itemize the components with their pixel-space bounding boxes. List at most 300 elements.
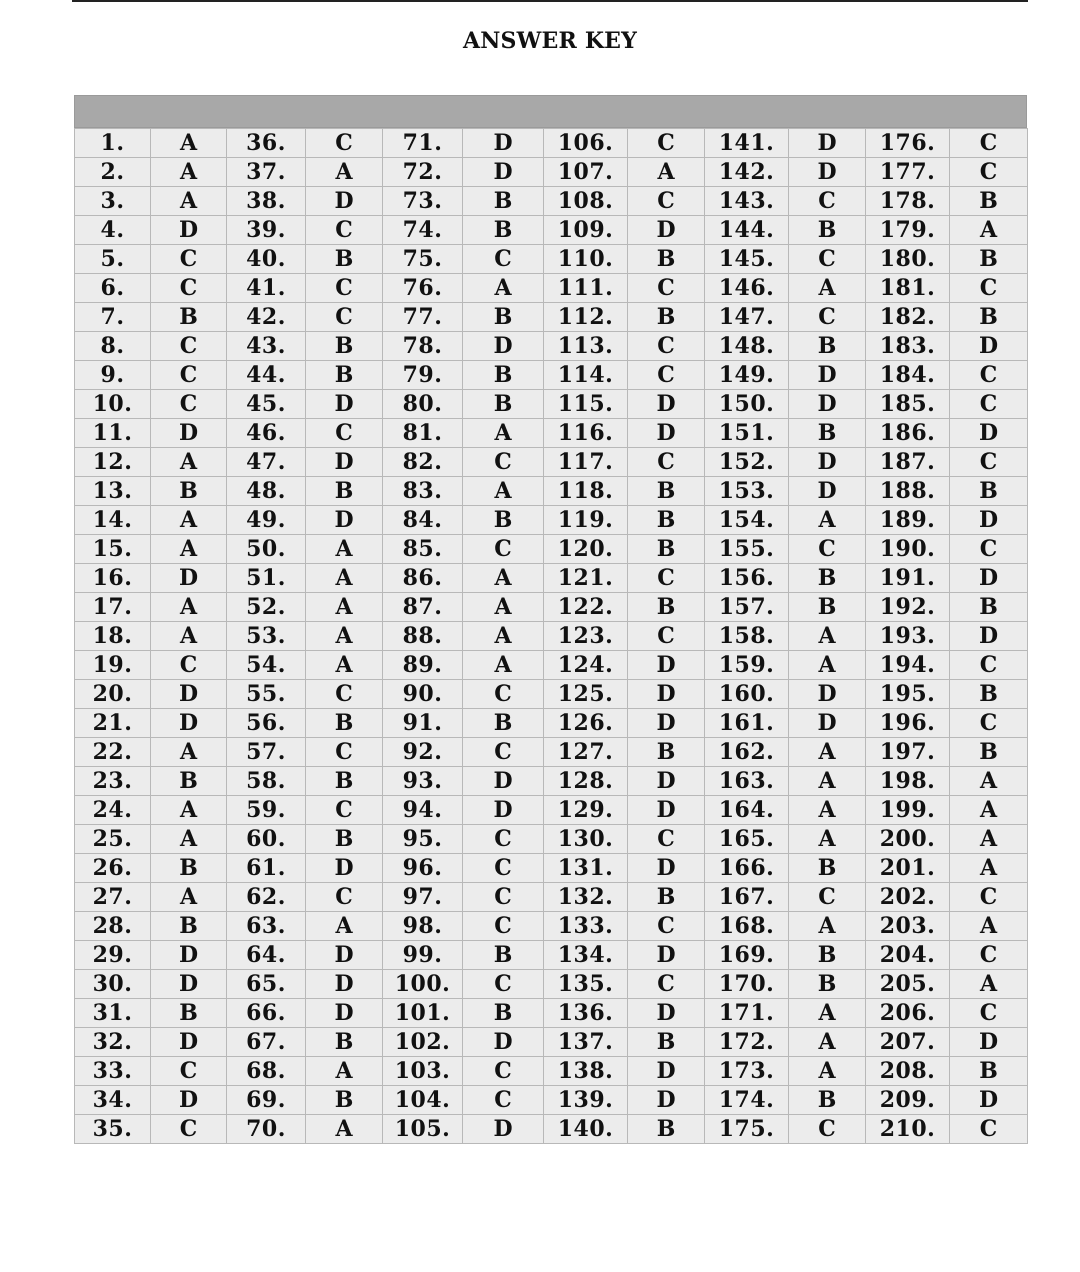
question-number: 202. [866, 883, 950, 912]
answer-letter: A [306, 593, 383, 622]
answer-letter: D [151, 970, 227, 999]
answer-letter: A [463, 651, 544, 680]
answer-letter: D [628, 216, 705, 245]
answer-letter: D [950, 622, 1028, 651]
question-number: 131. [544, 854, 628, 883]
answer-letter: B [628, 738, 705, 767]
answer-key-body [75, 129, 1028, 1144]
question-number: 37. [227, 158, 306, 187]
question-number: 201. [866, 854, 950, 883]
table-row [75, 941, 1028, 970]
question-number: 126. [544, 709, 628, 738]
question-number: 155. [705, 535, 789, 564]
table-row [75, 796, 1028, 825]
answer-letter: D [151, 216, 227, 245]
question-number: 171. [705, 999, 789, 1028]
answer-letter: B [151, 303, 227, 332]
question-number: 204. [866, 941, 950, 970]
top-rule [72, 0, 1028, 2]
table-row [75, 448, 1028, 477]
question-number: 86. [383, 564, 463, 593]
question-number: 38. [227, 187, 306, 216]
question-number: 146. [705, 274, 789, 303]
answer-letter: A [463, 564, 544, 593]
question-number: 170. [705, 970, 789, 999]
answer-letter: A [151, 622, 227, 651]
question-number: 114. [544, 361, 628, 390]
answer-letter: B [950, 680, 1028, 709]
answer-letter: B [628, 303, 705, 332]
answer-letter: D [306, 506, 383, 535]
answer-letter: D [628, 999, 705, 1028]
answer-letter: A [789, 912, 866, 941]
question-number: 45. [227, 390, 306, 419]
question-number: 179. [866, 216, 950, 245]
table-row [75, 303, 1028, 332]
answer-letter: C [789, 245, 866, 274]
answer-letter: A [463, 477, 544, 506]
table-row [75, 390, 1028, 419]
question-number: 80. [383, 390, 463, 419]
question-number: 95. [383, 825, 463, 854]
answer-letter: B [151, 477, 227, 506]
question-number: 156. [705, 564, 789, 593]
answer-letter: C [151, 651, 227, 680]
answer-letter: C [628, 970, 705, 999]
question-number: 52. [227, 593, 306, 622]
question-number: 153. [705, 477, 789, 506]
question-number: 103. [383, 1057, 463, 1086]
question-number: 206. [866, 999, 950, 1028]
answer-letter: D [151, 709, 227, 738]
answer-letter: D [628, 419, 705, 448]
question-number: 57. [227, 738, 306, 767]
question-number: 141. [705, 129, 789, 158]
answer-letter: D [306, 390, 383, 419]
answer-letter: B [628, 1028, 705, 1057]
answer-letter: C [950, 129, 1028, 158]
answer-letter: B [463, 303, 544, 332]
question-number: 192. [866, 593, 950, 622]
answer-letter: D [463, 332, 544, 361]
answer-letter: C [463, 854, 544, 883]
answer-letter: D [789, 680, 866, 709]
table-row [75, 477, 1028, 506]
question-number: 186. [866, 419, 950, 448]
answer-letter: C [463, 970, 544, 999]
answer-letter: D [950, 332, 1028, 361]
question-number: 77. [383, 303, 463, 332]
answer-letter: A [306, 622, 383, 651]
question-number: 87. [383, 593, 463, 622]
question-number: 161. [705, 709, 789, 738]
table-row [75, 912, 1028, 941]
question-number: 26. [75, 854, 151, 883]
question-number: 159. [705, 651, 789, 680]
answer-letter: A [306, 158, 383, 187]
answer-letter: B [789, 1086, 866, 1115]
question-number: 180. [866, 245, 950, 274]
answer-letter: C [306, 274, 383, 303]
answer-letter: D [628, 854, 705, 883]
question-number: 60. [227, 825, 306, 854]
table-row [75, 361, 1028, 390]
question-number: 167. [705, 883, 789, 912]
question-number: 36. [227, 129, 306, 158]
answer-letter: B [950, 187, 1028, 216]
question-number: 118. [544, 477, 628, 506]
question-number: 113. [544, 332, 628, 361]
answer-letter: D [463, 1115, 544, 1144]
answer-letter: B [789, 941, 866, 970]
question-number: 140. [544, 1115, 628, 1144]
question-number: 89. [383, 651, 463, 680]
answer-letter: B [628, 593, 705, 622]
answer-letter: D [950, 419, 1028, 448]
table-row [75, 767, 1028, 796]
question-number: 28. [75, 912, 151, 941]
table-row [75, 854, 1028, 883]
answer-letter: B [151, 912, 227, 941]
question-number: 96. [383, 854, 463, 883]
question-number: 188. [866, 477, 950, 506]
question-number: 106. [544, 129, 628, 158]
question-number: 158. [705, 622, 789, 651]
question-number: 25. [75, 825, 151, 854]
question-number: 150. [705, 390, 789, 419]
question-number: 147. [705, 303, 789, 332]
answer-letter: A [950, 854, 1028, 883]
answer-letter: A [950, 767, 1028, 796]
question-number: 196. [866, 709, 950, 738]
answer-letter: B [789, 564, 866, 593]
question-number: 48. [227, 477, 306, 506]
question-number: 50. [227, 535, 306, 564]
answer-letter: C [151, 332, 227, 361]
answer-letter: A [789, 738, 866, 767]
question-number: 97. [383, 883, 463, 912]
table-row [75, 419, 1028, 448]
question-number: 61. [227, 854, 306, 883]
answer-letter: A [151, 129, 227, 158]
answer-letter: A [789, 796, 866, 825]
answer-letter: A [789, 651, 866, 680]
answer-letter: C [463, 1086, 544, 1115]
question-number: 110. [544, 245, 628, 274]
question-number: 121. [544, 564, 628, 593]
answer-letter: C [306, 216, 383, 245]
question-number: 182. [866, 303, 950, 332]
question-number: 108. [544, 187, 628, 216]
question-number: 154. [705, 506, 789, 535]
answer-letter: C [463, 535, 544, 564]
answer-letter: D [628, 651, 705, 680]
answer-letter: D [789, 477, 866, 506]
question-number: 162. [705, 738, 789, 767]
answer-letter: D [151, 941, 227, 970]
question-number: 98. [383, 912, 463, 941]
answer-letter: A [789, 1057, 866, 1086]
answer-letter: B [789, 593, 866, 622]
question-number: 3. [75, 187, 151, 216]
question-number: 166. [705, 854, 789, 883]
answer-letter: D [151, 1086, 227, 1115]
question-number: 203. [866, 912, 950, 941]
question-number: 19. [75, 651, 151, 680]
question-number: 90. [383, 680, 463, 709]
question-number: 168. [705, 912, 789, 941]
table-row [75, 825, 1028, 854]
table-row [75, 535, 1028, 564]
question-number: 69. [227, 1086, 306, 1115]
question-number: 128. [544, 767, 628, 796]
question-number: 78. [383, 332, 463, 361]
question-number: 44. [227, 361, 306, 390]
answer-letter: C [950, 361, 1028, 390]
question-number: 125. [544, 680, 628, 709]
question-number: 135. [544, 970, 628, 999]
answer-letter: C [628, 825, 705, 854]
answer-letter: B [789, 970, 866, 999]
answer-letter: A [151, 535, 227, 564]
answer-letter: C [463, 738, 544, 767]
question-number: 55. [227, 680, 306, 709]
question-number: 175. [705, 1115, 789, 1144]
answer-letter: B [789, 332, 866, 361]
question-number: 74. [383, 216, 463, 245]
answer-letter: A [950, 216, 1028, 245]
question-number: 7. [75, 303, 151, 332]
question-number: 172. [705, 1028, 789, 1057]
question-number: 193. [866, 622, 950, 651]
answer-letter: C [151, 1057, 227, 1086]
question-number: 160. [705, 680, 789, 709]
question-number: 163. [705, 767, 789, 796]
page-title: ANSWER KEY [462, 28, 638, 54]
answer-letter: D [306, 970, 383, 999]
answer-letter: C [306, 883, 383, 912]
question-number: 83. [383, 477, 463, 506]
question-number: 142. [705, 158, 789, 187]
answer-letter: D [151, 419, 227, 448]
answer-letter: C [789, 883, 866, 912]
question-number: 5. [75, 245, 151, 274]
question-number: 35. [75, 1115, 151, 1144]
question-number: 47. [227, 448, 306, 477]
answer-letter: A [463, 274, 544, 303]
answer-letter: C [628, 332, 705, 361]
question-number: 67. [227, 1028, 306, 1057]
question-number: 30. [75, 970, 151, 999]
question-number: 76. [383, 274, 463, 303]
table-row [75, 274, 1028, 303]
answer-letter: B [789, 419, 866, 448]
question-number: 149. [705, 361, 789, 390]
answer-letter: D [628, 1086, 705, 1115]
answer-key-grid [74, 128, 1028, 1144]
answer-letter: C [950, 274, 1028, 303]
answer-letter: A [306, 1115, 383, 1144]
answer-letter: A [151, 158, 227, 187]
question-number: 127. [544, 738, 628, 767]
table-row [75, 1057, 1028, 1086]
question-number: 85. [383, 535, 463, 564]
answer-letter: D [789, 158, 866, 187]
question-number: 104. [383, 1086, 463, 1115]
answer-letter: B [950, 1057, 1028, 1086]
answer-letter: A [463, 593, 544, 622]
question-number: 16. [75, 564, 151, 593]
answer-letter: C [463, 825, 544, 854]
answer-letter: A [463, 419, 544, 448]
question-number: 107. [544, 158, 628, 187]
question-number: 173. [705, 1057, 789, 1086]
answer-letter: C [950, 158, 1028, 187]
answer-letter: B [950, 738, 1028, 767]
question-number: 66. [227, 999, 306, 1028]
question-number: 94. [383, 796, 463, 825]
answer-letter: A [306, 1057, 383, 1086]
answer-letter: B [789, 216, 866, 245]
answer-letter: B [151, 854, 227, 883]
answer-letter: D [789, 709, 866, 738]
answer-letter: C [950, 941, 1028, 970]
question-number: 165. [705, 825, 789, 854]
answer-letter: A [789, 767, 866, 796]
question-number: 72. [383, 158, 463, 187]
question-number: 8. [75, 332, 151, 361]
answer-letter: C [306, 680, 383, 709]
question-number: 189. [866, 506, 950, 535]
question-number: 51. [227, 564, 306, 593]
answer-letter: D [628, 941, 705, 970]
answer-letter: D [151, 1028, 227, 1057]
table-row [75, 738, 1028, 767]
question-number: 82. [383, 448, 463, 477]
answer-letter: B [306, 1086, 383, 1115]
table-row [75, 1115, 1028, 1144]
answer-letter: B [628, 1115, 705, 1144]
question-number: 136. [544, 999, 628, 1028]
answer-letter: C [950, 709, 1028, 738]
answer-letter: D [151, 564, 227, 593]
question-number: 59. [227, 796, 306, 825]
answer-letter: A [151, 187, 227, 216]
question-number: 207. [866, 1028, 950, 1057]
answer-letter: D [628, 390, 705, 419]
answer-letter: C [306, 738, 383, 767]
answer-letter: D [463, 158, 544, 187]
question-number: 205. [866, 970, 950, 999]
answer-letter: B [306, 332, 383, 361]
table-row [75, 1086, 1028, 1115]
question-number: 70. [227, 1115, 306, 1144]
answer-letter: B [628, 506, 705, 535]
question-number: 102. [383, 1028, 463, 1057]
table-row [75, 593, 1028, 622]
answer-letter: C [151, 245, 227, 274]
answer-letter: A [151, 825, 227, 854]
question-number: 40. [227, 245, 306, 274]
question-number: 17. [75, 593, 151, 622]
answer-letter: C [306, 419, 383, 448]
answer-letter: B [463, 187, 544, 216]
question-number: 100. [383, 970, 463, 999]
answer-letter: A [306, 912, 383, 941]
answer-letter: D [463, 1028, 544, 1057]
question-number: 208. [866, 1057, 950, 1086]
answer-letter: A [151, 738, 227, 767]
question-number: 27. [75, 883, 151, 912]
question-number: 145. [705, 245, 789, 274]
answer-letter: C [463, 245, 544, 274]
question-number: 14. [75, 506, 151, 535]
answer-letter: D [306, 448, 383, 477]
answer-letter: C [950, 999, 1028, 1028]
answer-letter: A [789, 999, 866, 1028]
question-number: 31. [75, 999, 151, 1028]
question-number: 21. [75, 709, 151, 738]
table-row [75, 883, 1028, 912]
question-number: 143. [705, 187, 789, 216]
answer-letter: D [463, 796, 544, 825]
question-number: 124. [544, 651, 628, 680]
table-row [75, 564, 1028, 593]
answer-letter: C [950, 883, 1028, 912]
answer-letter: D [950, 506, 1028, 535]
answer-letter: C [628, 361, 705, 390]
answer-letter: C [789, 187, 866, 216]
question-number: 24. [75, 796, 151, 825]
answer-letter: C [306, 129, 383, 158]
question-number: 199. [866, 796, 950, 825]
answer-letter: C [306, 303, 383, 332]
question-number: 210. [866, 1115, 950, 1144]
question-number: 176. [866, 129, 950, 158]
answer-letter: B [306, 361, 383, 390]
question-number: 18. [75, 622, 151, 651]
table-row [75, 709, 1028, 738]
answer-letter: B [628, 245, 705, 274]
question-number: 109. [544, 216, 628, 245]
question-number: 181. [866, 274, 950, 303]
answer-letter: C [151, 361, 227, 390]
question-number: 6. [75, 274, 151, 303]
answer-letter: C [950, 535, 1028, 564]
answer-letter: D [789, 448, 866, 477]
answer-letter: C [950, 651, 1028, 680]
answer-letter: B [306, 245, 383, 274]
answer-letter: C [950, 448, 1028, 477]
answer-letter: D [628, 1057, 705, 1086]
answer-letter: B [950, 303, 1028, 332]
question-number: 64. [227, 941, 306, 970]
answer-letter: C [628, 448, 705, 477]
answer-letter: C [628, 187, 705, 216]
question-number: 65. [227, 970, 306, 999]
answer-letter: B [306, 709, 383, 738]
question-number: 117. [544, 448, 628, 477]
question-number: 88. [383, 622, 463, 651]
answer-letter: D [628, 709, 705, 738]
answer-letter: B [950, 593, 1028, 622]
answer-letter: A [789, 1028, 866, 1057]
answer-letter: B [628, 477, 705, 506]
answer-letter: A [789, 274, 866, 303]
question-number: 120. [544, 535, 628, 564]
answer-letter: A [151, 448, 227, 477]
answer-letter: A [151, 883, 227, 912]
